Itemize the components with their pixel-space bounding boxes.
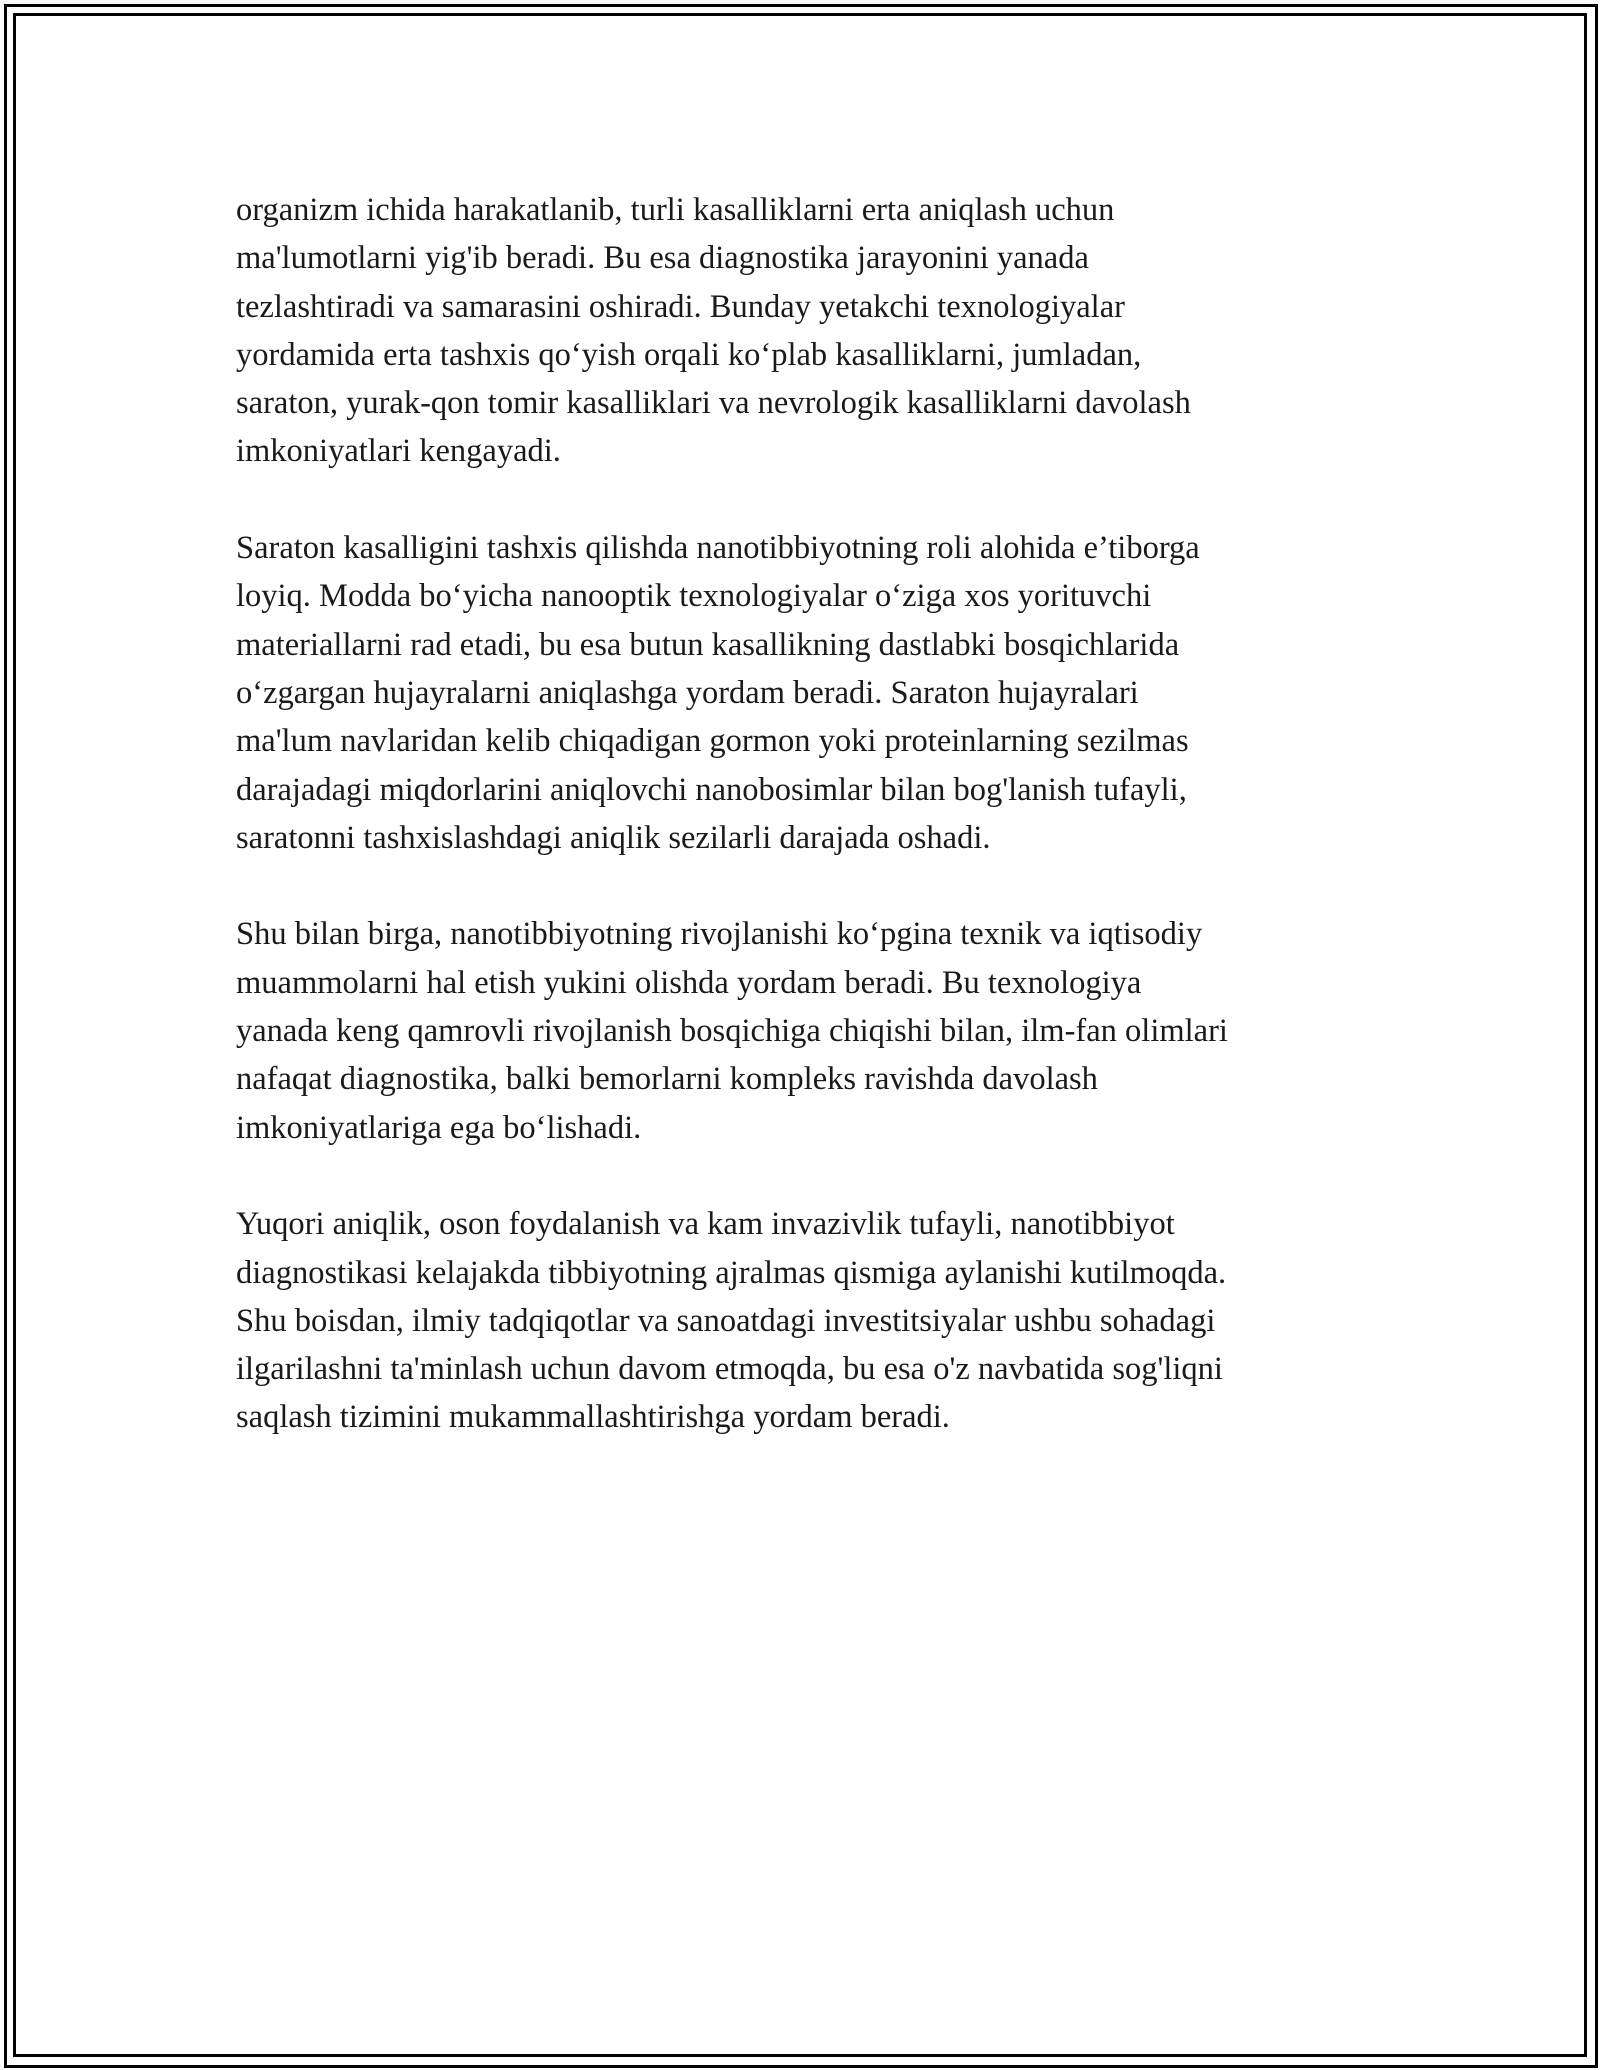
paragraph-2 [236,524,1386,862]
text-line: saratonni tashxislashdagi aniqlik sezilarli darajada oshadi. [236,819,991,856]
text-line: ma'lum navlaridan kelib chiqadigan gormon yoki proteinlarning sezilmas [236,723,1189,760]
text-line: Yuqori aniqlik, oson foydalanish va kam invazivlik tufayli, nanotibbiyot [236,1206,1175,1243]
text-line: yanada keng qamrovli rivojlanish bosqichiga chiqishi bilan, ilm-fan olimlari [236,1013,1228,1050]
text-line: Saraton kasalligini tashxis qilishda nanotibbiyotning roli alohida e’tiborga [236,530,1200,567]
text-line: yordamida erta tashxis qo‘yish orqali ko‘plab kasalliklarni, jumladan, [236,336,1142,373]
paragraph-3 [236,910,1386,1151]
text-line: Shu bilan birga, nanotibbiyotning rivojlanishi ko‘pgina texnik va iqtisodiy [236,916,1203,953]
text-line: organizm ichida harakatlanib, turli kasalliklarni erta aniqlash uchun [236,192,1115,228]
text-line: loyiq. Modda bo‘yicha nanooptik texnologiyalar o‘ziga xos yorituvchi [236,578,1152,615]
text-line: nafaqat diagnostika, balki bemorlarni kompleks ravishda davolash [236,1061,1098,1098]
paragraph-1 [236,186,1386,476]
text-line: ilgarilashni ta'minlash uchun davom etmoqda, bu esa o'z navbatida sog'liqni [236,1351,1223,1388]
text-line: materiallarni rad etadi, bu esa butun kasallikning dastlabki bosqichlarida [236,626,1180,663]
paragraph-4 [236,1200,1386,1441]
text-line: o‘zgargan hujayralarni aniqlashga yordam beradi. Saraton hujayralari [236,674,1139,711]
text-line: saraton, yurak-qon tomir kasalliklari va nevrologik kasalliklarni davolash [236,385,1191,422]
document-body [236,186,1386,1490]
text-line: tezlashtiradi va samarasini oshiradi. Bunday yetakchi texnologiyalar [236,288,1125,325]
text-line: Shu boisdan, ilmiy tadqiqotlar va sanoatdagi investitsiyalar ushbu sohadagi [236,1302,1216,1339]
text-line: imkoniyatlari kengayadi. [236,433,561,470]
text-line: ma'lumotlarni yig'ib beradi. Bu esa diagnostika jarayonini yanada [236,240,1089,277]
text-line: darajadagi miqdorlarini aniqlovchi nanobosimlar bilan bog'lanish tufayli, [236,771,1187,808]
text-line: muammolarni hal etish yukini olishda yordam beradi. Bu texnologiya [236,964,1142,1001]
text-line: diagnostikasi kelajakda tibbiyotning ajralmas qismiga aylanishi kutilmoqda. [236,1254,1227,1291]
text-line: imkoniyatlariga ega bo‘lishadi. [236,1109,642,1146]
text-line: saqlash tizimini mukammallashtirishga yordam beradi. [236,1399,950,1436]
